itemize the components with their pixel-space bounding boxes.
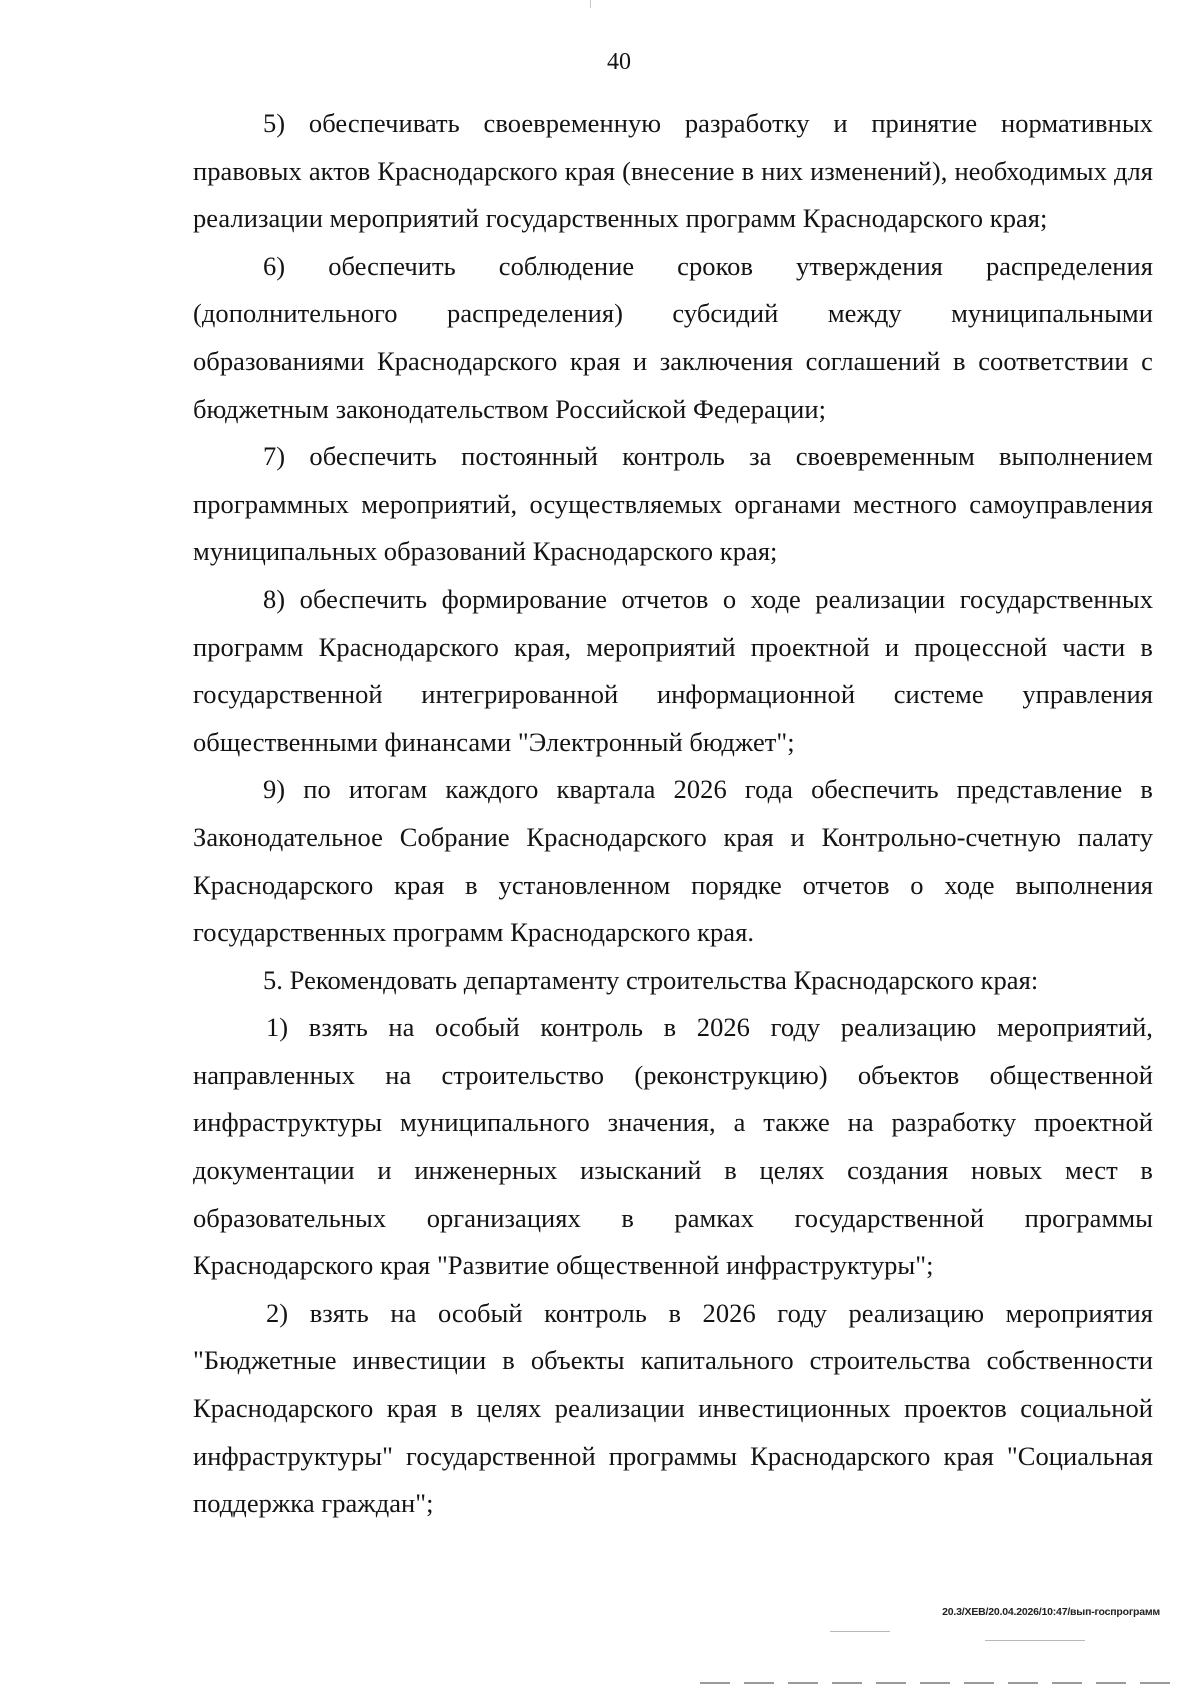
page-number: 40	[607, 49, 631, 75]
scan-edge	[700, 1682, 1180, 1684]
paragraph-section-5: 5. Рекомендовать департаменту строительства Краснодарского края:	[263, 964, 1039, 995]
document-body	[193, 100, 1153, 1528]
scan-line	[985, 1640, 1085, 1641]
paragraph-item-9: 9) по итогам каждого квартала 2026 года обеспечить представление в Законодательное Собрание Краснодарского края и Контрольно-счетную палату Краснодарского края в установленном порядке отчетов о ходе выполнения государственных программ Краснодарского края.	[193, 774, 1153, 948]
paragraph-item-6: 6) обеспечить соблюдение сроков утверждения распределения (дополнительного распределения) субсидий между муниципальными образованиями Краснодарского края и заключения соглашений в соответствии с бюджетным законодательством Российской Федерации;	[193, 250, 1153, 424]
paragraph-subitem-2: 2) взять на особый контроль в 2026 году реализацию мероприятия "Бюджетные инвестиции в объекты капитального строительства собственности Краснодарского края в целях реализации инвестиционных проектов социальной инфраструктуры" государственной программы Краснодарского края "Социальная поддержка граждан";	[193, 1297, 1153, 1519]
paragraph-subitem-1: 1) взять на особый контроль в 2026 году реализацию мероприятий, направленных на строительство (реконструкцию) объектов общественной инфраструктуры муниципального значения, а также на разработку проектной документации и инженерных изысканий в целях создания новых мест в образовательных организациях в рамках государственной программы Краснодарского края "Развитие общественной инфраструктуры";	[193, 1012, 1153, 1281]
paragraph-item-5: 5) обеспечивать своевременную разработку и принятие нормативных правовых актов Краснодарского края (внесение в них изменений), необходимых для реализации мероприятий государственных программ Краснодарского края;	[193, 108, 1153, 234]
paragraph-item-7: 7) обеспечить постоянный контроль за своевременным выполнением программных мероприятий, осуществляемых органами местного самоуправления муниципальных образований Краснодарского края;	[193, 441, 1153, 567]
paragraph-item-8: 8) обеспечить формирование отчетов о ходе реализации государственных программ Краснодарского края, мероприятий проектной и процессной части в государственной интегрированной информационной системе управления общественными финансами "Электронный бюджет";	[193, 583, 1153, 757]
document-footer-code: 20.3/XEB/20.04.2026/10:47/вып-госпрограмм	[942, 1606, 1160, 1618]
scan-line	[830, 1631, 890, 1632]
scan-tick	[590, 0, 591, 8]
